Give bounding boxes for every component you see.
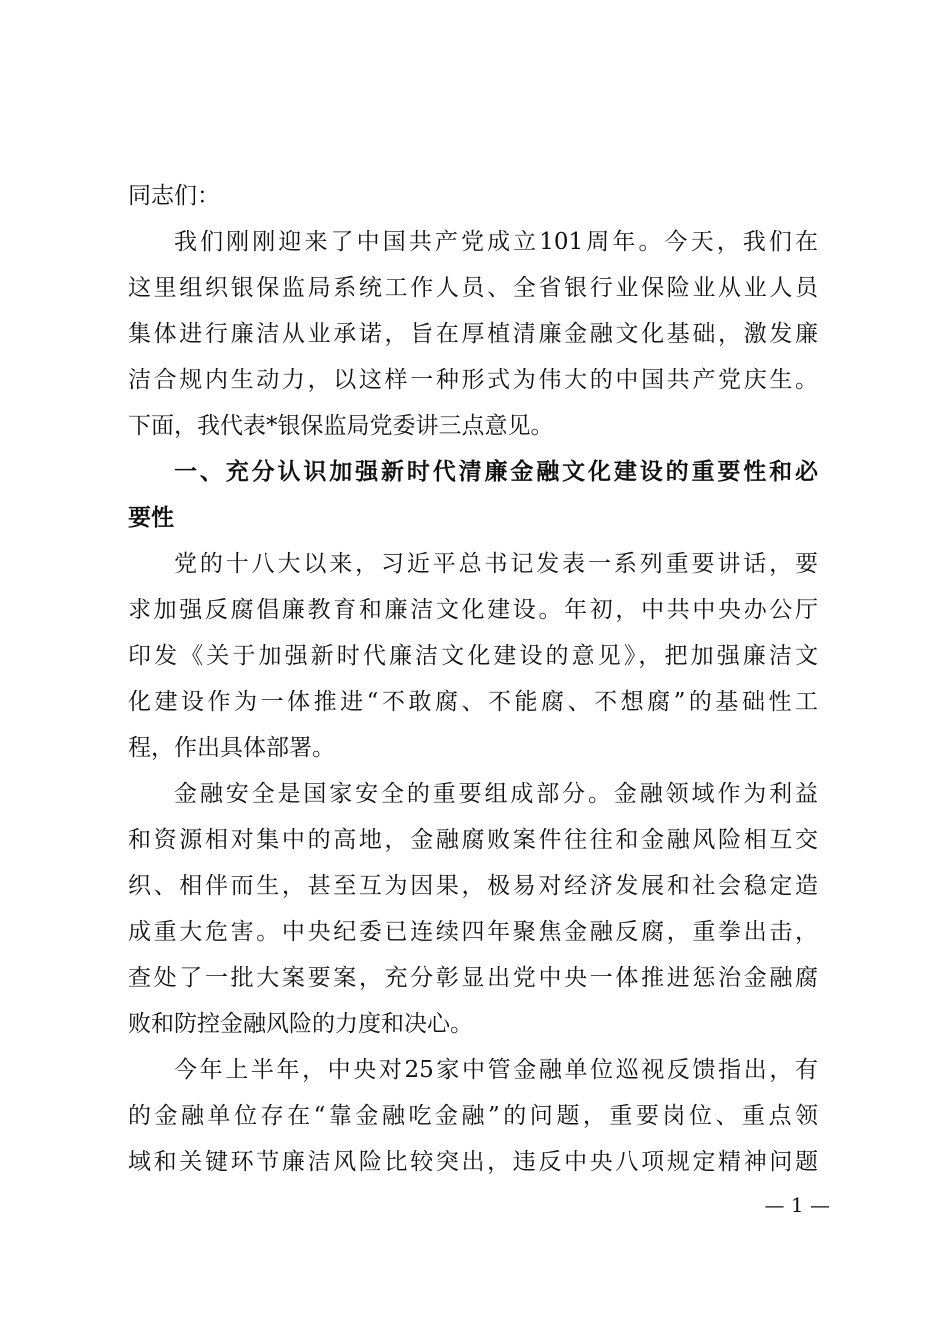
text-line: 化建设作为一体推进“不敢腐、不能腐、不想腐”的基础性工 xyxy=(128,689,818,715)
text-line: 党的十八大以来，习近平总书记发表一系列重要讲话，要 xyxy=(174,551,818,577)
heading-line: 一、充分认识加强新时代清廉金融文化建设的重要性和必 xyxy=(174,459,818,485)
text-line: 的金融单位存在“靠金融吃金融”的问题，重要岗位、重点领 xyxy=(128,1103,818,1129)
heading-line: 要性 xyxy=(128,505,174,531)
text-line: 织、相伴而生，甚至互为因果，极易对经济发展和社会稳定造 xyxy=(128,873,818,899)
text-line: 下面，我代表*银保监局党委讲三点意见。 xyxy=(128,413,554,439)
document-body xyxy=(128,173,818,1185)
page-number: — 1 — xyxy=(764,1193,830,1217)
text-line: 成重大危害。中央纪委已连续四年聚焦金融反腐，重拳出击， xyxy=(128,919,818,945)
text-line: 洁合规内生动力，以这样一种形式为伟大的中国共产党庆生。 xyxy=(128,367,818,393)
section-heading-1 xyxy=(128,449,818,541)
paragraph-inspection xyxy=(128,1047,818,1185)
text-line: 集体进行廉洁从业承诺，旨在厚植清廉金融文化基础，激发廉 xyxy=(128,321,818,347)
text-line: 败和防控金融风险的力度和决心。 xyxy=(128,1011,473,1037)
text-line: 求加强反腐倡廉教育和廉洁文化建设。年初，中共中央办公厅 xyxy=(128,597,818,623)
text-line: 金融安全是国家安全的重要组成部分。金融领域作为利益 xyxy=(174,781,818,807)
text-line: 这里组织银保监局系统工作人员、全省银行业保险业从业人员 xyxy=(128,275,818,301)
paragraph-financial-security xyxy=(128,771,818,1047)
salutation-text: 同志们： xyxy=(128,183,220,209)
text-line: 印发《关于加强新时代廉洁文化建设的意见》，把加强廉洁文 xyxy=(128,643,818,669)
paragraph-party-congress xyxy=(128,541,818,771)
text-line: 今年上半年，中央对25家中管金融单位巡视反馈指出，有 xyxy=(174,1057,818,1083)
paragraph-intro xyxy=(128,219,818,449)
text-line: 我们刚刚迎来了中国共产党成立101周年。今天，我们在 xyxy=(174,229,818,255)
text-line: 程，作出具体部署。 xyxy=(128,735,335,761)
text-line: 查处了一批大案要案，充分彰显出党中央一体推进惩治金融腐 xyxy=(128,965,818,991)
text-line: 域和关键环节廉洁风险比较突出，违反中央八项规定精神问题 xyxy=(128,1149,818,1175)
text-line: 和资源相对集中的高地，金融腐败案件往往和金融风险相互交 xyxy=(128,827,818,853)
salutation xyxy=(128,173,818,219)
